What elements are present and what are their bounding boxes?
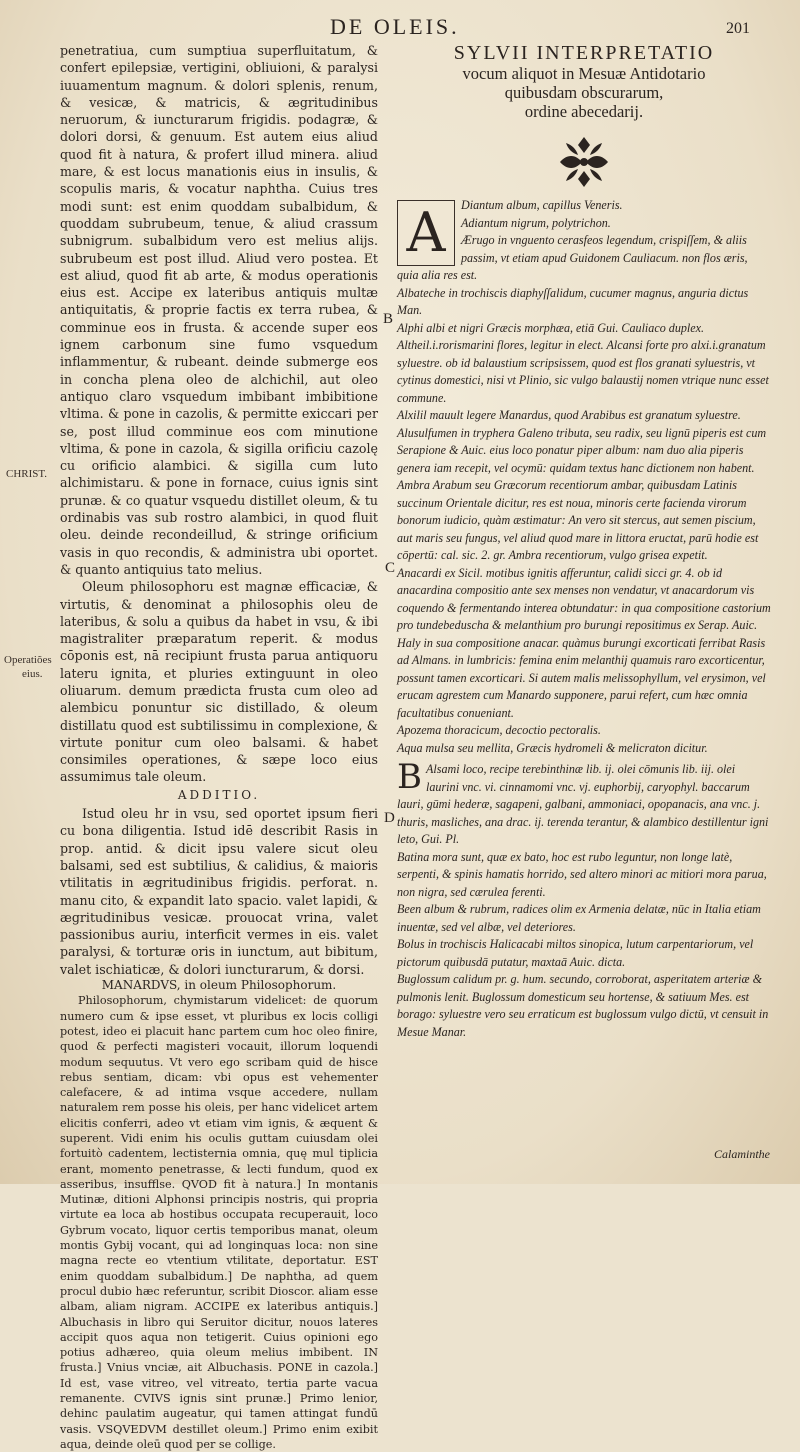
margin-note-eius: eius. — [22, 668, 43, 680]
section-subtitle-line-3: ordine abecedarij. — [524, 102, 644, 121]
running-head — [0, 14, 800, 44]
entry: Alusulfumen in tryphera Galeno tributa, seu radix, seu lignū piperis est cum Serapione & Auic. eius loco ponatur piper album: nam duo alia piperis genera iam recepit, vel ocymū: quidam textus hanc dictionem non habent. — [397, 425, 767, 475]
catchword: Calaminthe — [714, 1147, 770, 1161]
entry: Apozema thoracicum, decoctio pectoralis. — [397, 723, 601, 737]
entry: Been album & rubrum, radices olim ex Armenia delatæ, nūc in Italia etiam inuentæ, sed vel albæ, vel deteriores. — [397, 902, 761, 934]
decorated-initial-a — [397, 200, 455, 266]
section-title: SYLVII INTERPRETATIO — [453, 42, 715, 64]
entry: Adiantum nigrum, polytrichon. — [461, 215, 611, 230]
entry: Diantum album, capillus Veneris. — [461, 198, 623, 212]
entry-b-first — [397, 757, 771, 849]
entry: Aqua mulsa seu mellita, Græcis hydromeli & melicraton dicitur. — [397, 740, 708, 755]
left-paragraph-1: penetratiua, cum sumptiua superfluitatum, & confert epilepsiæ, vertigini, obliuioni, & paralysi iuuamentum magnum. & dolori splenis, renum, & vesicæ, & matricis, & ægritudinibus neruorum, & iuncturarum frigidis. podagræ, & dolori dorsi, & genuum. Est autem eius aliud quod fit à natura, & profert illud minera. aliud mare, & est locus manationis eius in insulis, & scopulis maris, & vocatur naphtha. Cuius tres modi sunt: est enim quoddam subalbidum, & quoddam subrubeum, tenue, & aliud crassum subnigrum. subalbidum vero est melius alijs. subrubeum est post illud. Aliud vero postea. Et est aliud, quod fit ab arte, & modus operationis eius est. Accipe ex lateribus antiquis multæ antiquitatis, & proprie factis ex terra rubea, & comminue eos in frusta. & accende super eos ignem carbonum sine fumo vsquedum inflammentur, & rubeant. deinde submerge eos in concha plena oleo de alchichil, aut oleo antiquo claro vsquedum imbibant imbibitione vltima. & pone in cazolis, & permitte exiccari per se, post illud comminue eos com minutione vltima, & pone in cazola, & sigilla orificiu cazolę cu orificio alambici. & sigilla cum luto alchimistaru. & pone in fornace, cuius ignis sint prunæ. & co quatur vsquedu distillet oleum, & tu ordinabis vas sub rostro alambici, in quod fluit oleu. deinde recondeillud, & stringe orificium vasis in quo recondis, & administra ubi oportet. & quanto antiquius tato melius. — [60, 43, 378, 577]
entry: Bolus in trochiscis Halicacabi miltos sinopica, lutum carpentariorum, vel pictorum quibusdā putatur, maxtaā Auic. dicta. — [397, 937, 754, 969]
initial-letter: A — [406, 201, 446, 264]
margin-note-christ: CHRIST. — [6, 468, 48, 480]
initial-letter-b: B — [397, 757, 422, 797]
right-column — [397, 42, 771, 1162]
entry-text: Alsami loco, recipe terebinthinæ lib. ij. olei cōmunis lib. iij. olei laurini vnc. vi. cinnamomi vnc. vj. euphorbij, caryophyl. baccarum lauri, gūmi hederæ, sagapeni, galbani, ammoniaci, opopanacis, ana vnc. j. thuris, masliches, ana drac. ij. terenda terantur, & alambico destillentur igni leto, Gui. Pl. — [397, 762, 769, 846]
manardus-heading: MANARDVS, in oleum Philosophorum. — [101, 978, 337, 993]
section-letter-d: D — [384, 810, 395, 826]
additio-text: Istud oleu hr in vsu, sed oportet ipsum fieri cu bona diligentia. Istud idē describit Rasis in prop. antid. & dicit ipsu valere sicut oleu balsami, sed est subtilius, & calidius, & maioris vtilitatis in ægritudinibus frigidis. perforat. n. manu cito, & expandit lato spacio. valet lapidi, & ægritudinibus vesicæ. prouocat vrina, valet passionibus auriu, interficit vermes in eis. valet paralysi, & torturæ oris in iunctum, aut bibitum, valet ischiaticæ, & dolori iuncturarum, & dorsi. — [60, 806, 378, 977]
margin-note-operationes: Operatiões — [4, 654, 52, 666]
entry: Alxilil mauult legere Manardus, quod Arabibus est granatum syluestre. — [397, 408, 741, 422]
manardus-commentary: Philosophorum, chymistarum videlicet: de quorum numero cum & ipse esset, vt pluribus ex locis colligi potest, ideo ei placuit hanc partem cum hoc oleo finire, quod & perfecti magisteri vocauit, illorum loquendi modum sequutus. Vt vero ego scribam quid de hisce rebus sentiam, dicam: vbi opus est vehementer calefacere, & ad intima vsque accedere, nullam naturalem rem posse his oleis, per hanc videlicet artem elicitis conferri, adeo vt etiam vim ignis, & æquent & superent. Vidi enim his oculis guttam cuiusdam olei fortuitò cadentem, lectisternia omnia, quę mul tiplicia erant, momento penetrasse, & lecti fundum, quod ex asseribus, insufflse. QVOD fit à natura.] In montanis Mutinæ, ditioni Alphonsi principis nostris, qui propria virtute ea loca ab hostibus occupata recuperauit, loco Gybrum vocato, liquor certis temporibus manat, oleum montis Gybij vocant, qui ad longinquas loca: non sine magna recte eo vtentium vtilitate, deportatur. EST enim quoddam subalbidum.] De naphtha, ad quem procul dubio hæc referuntur, scribit Dioscor. aliam esse albam, aliam nigram. ACCIPE ex lateribus antiquis.] Albuchasis in libro qui Seruitor dicitur, nouos lateres accipit quos aqua non tetigerit. Cuius opinioni ego potius adhæreo, quia oleum melius imbibent. IN frusta.] Vnius vnciæ, ait Albuchasis. PONE in cazola.] Id est, vase vitreo, vel vitreato, tertia parte vacua remanente. CVIVS ignis sint prunæ.] Primo lenior, dehinc paulatim augeatur, qui tamen attingat fundū vasis. VSQVEDVM destillet oleum.] Primo enim exibit aqua, deinde oleū quod per se collige. — [60, 994, 378, 1451]
entry: Anacardi ex Sicil. motibus ignitis afferuntur, calidi sicci gr. 4. ob id anacardina compositio ante sex menses non vendatur, vt anacardorum vis coquendo & fermentando interea obtundatur: in qua compositione castorium pro tundebeduscha & melanthium pro burungi repositimus ex Serap. Auic. Haly in sua compositione anacar. quàmus burungi excorticati ferribat Rasis ad Almans. in lumbricis: femina enim melanthij quamuis raro excorticentur, possunt tamen excorticari. Si autem malis melissophyllum, vel erysimon, vel erucam agrestem cum Manardo supponere, parui refert, cum hæc omnia facultatibus conueniant. — [397, 565, 771, 720]
glossary-entries — [397, 197, 771, 1041]
entry: Buglossum calidum pr. g. hum. secundo, corroborat, asperitatem arteriæ & pulmonis lenit. Buglossum domesticum seu hortense, & satiuum Mes. est borago: syluestre vero seu erraticum est buglossum vulgo dictū, vt censuit in Mesue Manar. — [397, 972, 769, 1039]
section-subtitle-line-1: vocum aliquot in Mesuæ Antidotario — [462, 64, 706, 83]
entry: Albateche in trochiscis diaphyſſalidum, cucumer magnus, anguria dictus Man. — [397, 285, 749, 317]
fleuron-ornament-icon — [554, 133, 614, 191]
entry: Batina mora sunt, quæ ex bato, hoc est rubo leguntur, non longe latè, serpenti, & spinis hamatis horrido, sed altero minori ac mitiori mora parua, non nigra, sed cærulea ferenti. — [397, 849, 767, 899]
entry: Ambra Arabum seu Græcorum recentiorum ambar, quibusdam Latinis succinum Orientale dicitur, res est noua, minoris certe facienda virorum bonorum iudicio, quàm æstimatur: An vero sit stercus, aut semen piscium, aut maris seu fungus, vel aliud quod mare in littora eructat, parū hodie est cōpertū: cal. sic. 2. gr. Ambra recentiorum, vulgo grisea expetit. — [397, 478, 759, 562]
page-number: 201 — [726, 20, 750, 37]
left-paragraph-2: Oleum philosophoru est magnæ efficaciæ, & virtutis, & denominat a philosophis oleu de lateribus, & solu a quibus da habet in vsu, & ibi magistraliter præparatum reperit. & modus cōponis est, nā recipiunt frusta parua antiquoru lateru ignita, et pluries extinguunt in oleo oliuarum. demum prædicta frusta cum oleo ad alembicu ponuntur sic distillado, & oleum distillatu quod est subtilissimu in complexione, & virtute ponitur cum oleo balsami. & habet consimiles operationes, & sæpe loco eius assumimus tale oleum. — [60, 579, 378, 785]
section-letter-b: B — [383, 311, 394, 327]
entry: Alphi albi et nigri Græcis morphæa, etiā Gui. Cauliaco duplex. — [397, 320, 705, 335]
entry: Ærugo in vnguento cerasfeos legendum, crispiſſem, & aliis passim, vt etiam apud Guidonem Cauliacum. non flos æris, quia alia res est. — [397, 233, 748, 282]
section-letter-c: C — [385, 560, 396, 576]
left-column — [60, 42, 378, 1451]
entry: Altheil.i.rorismarini flores, legitur in elect. Alcansi forte pro alxi.i.granatum syluestre. ob id balaustium scripsissem, quod est flos granati syluestris, vt cytinus domestici, nisi vt Plinio, sic vulgo balaustij nomen vtrique nunc esset commune. — [397, 338, 769, 405]
section-subtitle-line-2: quibusdam obscurarum, — [504, 83, 664, 102]
additio-heading: ADDITIO. — [177, 787, 261, 802]
running-head-title: DE OLEIS. — [330, 14, 460, 39]
